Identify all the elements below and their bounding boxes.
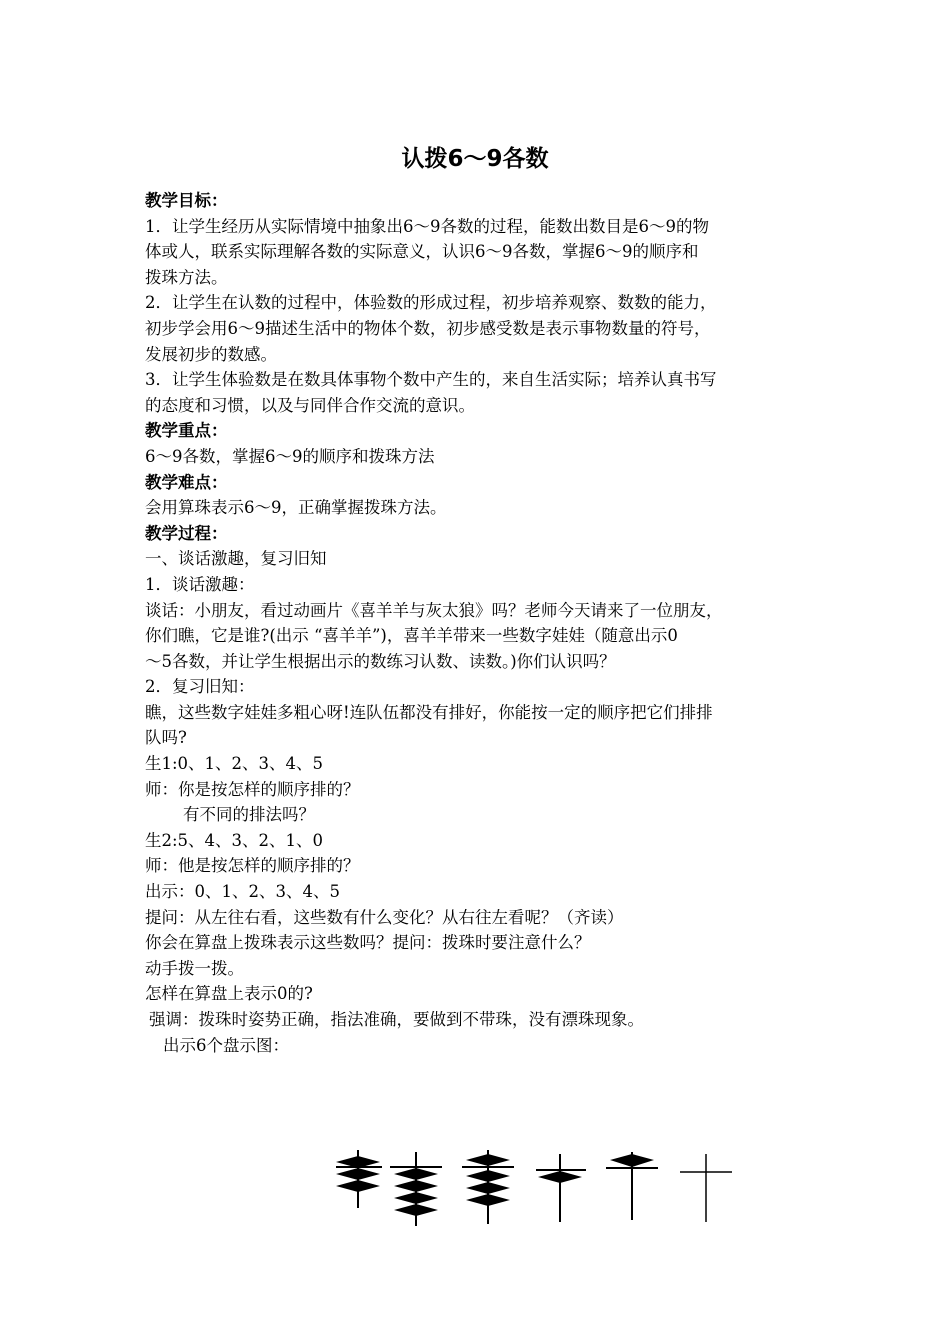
paragraph-line: 初步学会用6～9描述生活中的物体个数，初步感受数是表示事物数量的符号， [145,318,711,338]
heading-key-points: 教学重点： [145,421,228,441]
paragraph-line: 师：你是按怎样的顺序排的？ [145,779,360,799]
paragraph-line: 发展初步的数感。 [145,344,277,364]
paragraph-line: 会用算珠表示6～9，正确掌握拨珠方法。 [145,498,447,518]
paragraph-line: ～5各数，并让学生根据出示的数练习认数、读数。)你们认识吗？ [145,651,616,671]
abacus-diagrams [330,1150,750,1230]
document-body [145,188,815,1058]
abacus-bead [538,1171,582,1183]
paragraph-line: 3．让学生体验数是在数具体事物个数中产生的，来自生活实际；培养认真书写 [145,370,717,390]
abacus-bead [394,1180,438,1192]
heading-process: 教学过程： [145,523,228,543]
abacus-bead [336,1168,380,1180]
paragraph-line: 1．让学生经历从实际情境中抽象出6～9各数的过程，能数出数目是6～9的物 [145,216,709,236]
heading-difficulties: 教学难点： [145,472,228,492]
paragraph-line: 2．让学生在认数的过程中，体验数的形成过程，初步培养观察、数数的能力， [145,293,717,313]
paragraph-line: 2．复习旧知： [145,677,255,697]
abacus-bead [394,1204,438,1216]
abacus-bead [394,1192,438,1204]
abacus-bead [466,1154,510,1166]
paragraph-line: 谈话：小朋友，看过动画片《喜羊羊与灰太狼》吗？老师今天请来了一位朋友， [145,600,723,620]
paragraph-line: 1．谈话激趣： [145,574,255,594]
abacus-5 [606,1152,658,1220]
paragraph-line: 师：他是按怎样的顺序排的？ [145,856,360,876]
abacus-bead [466,1194,510,1206]
abacus-bead [336,1180,380,1192]
paragraph-line: 6～9各数，掌握6～9的顺序和拨珠方法 [145,446,435,466]
paragraph-line: 强调：拨珠时姿势正确，指法准确，要做到不带珠，没有漂珠现象。 [149,1010,644,1029]
paragraph-line: 拨珠方法。 [145,267,228,287]
paragraph-line: 你会在算盘上拨珠表示这些数吗？提问：拨珠时要注意什么？ [145,933,591,953]
abacus-bead [466,1182,510,1194]
paragraph-line: 生1:0、1、2、3、4、5 [145,754,324,774]
abacus-bead [394,1168,438,1180]
abacus-6 [336,1150,382,1208]
paragraph-line: 动手拨一拨。 [145,958,244,978]
abacus-9 [536,1154,586,1222]
paragraph-line: 怎样在算盘上表示0的? [145,984,313,1004]
heading-objectives: 教学目标： [145,191,228,210]
abacus-0 [680,1154,732,1222]
paragraph-line: 你们瞧，它是谁?(出示 “喜羊羊”)，喜羊羊带来一些数字娃娃（随意出示0 [145,626,678,646]
paragraph-line: 有不同的排法吗？ [183,805,315,825]
abacus-bead [610,1154,654,1167]
page-title: 认拨6～9各数 [401,146,549,172]
abacus-bead [466,1170,510,1182]
abacus-diagram-svg [330,1150,750,1230]
paragraph-line: 的态度和习惯，以及与同伴合作交流的意识。 [145,395,475,415]
paragraph-line: 出示：0、1、2、3、4、5 [145,882,340,902]
paragraph-line: 生2:5、4、3、2、1、0 [145,830,324,850]
paragraph-line: 出示6个盘示图： [163,1035,289,1055]
paragraph-line: 队吗? [145,728,187,748]
abacus-7 [390,1152,442,1226]
paragraph-line: 体或人，联系实际理解各数的实际意义，认识6～9各数，掌握6～9的顺序和 [145,242,699,262]
abacus-8 [462,1150,514,1224]
section-heading: 一、谈话激趣，复习旧知 [145,549,327,569]
paragraph-line: 提问：从左往右看，这些数有什么变化？从右往左看呢？（齐读） [145,907,624,927]
paragraph-line: 瞧，这些数字娃娃多粗心呀!连队伍都没有排好，你能按一定的顺序把它们排排 [145,702,713,722]
